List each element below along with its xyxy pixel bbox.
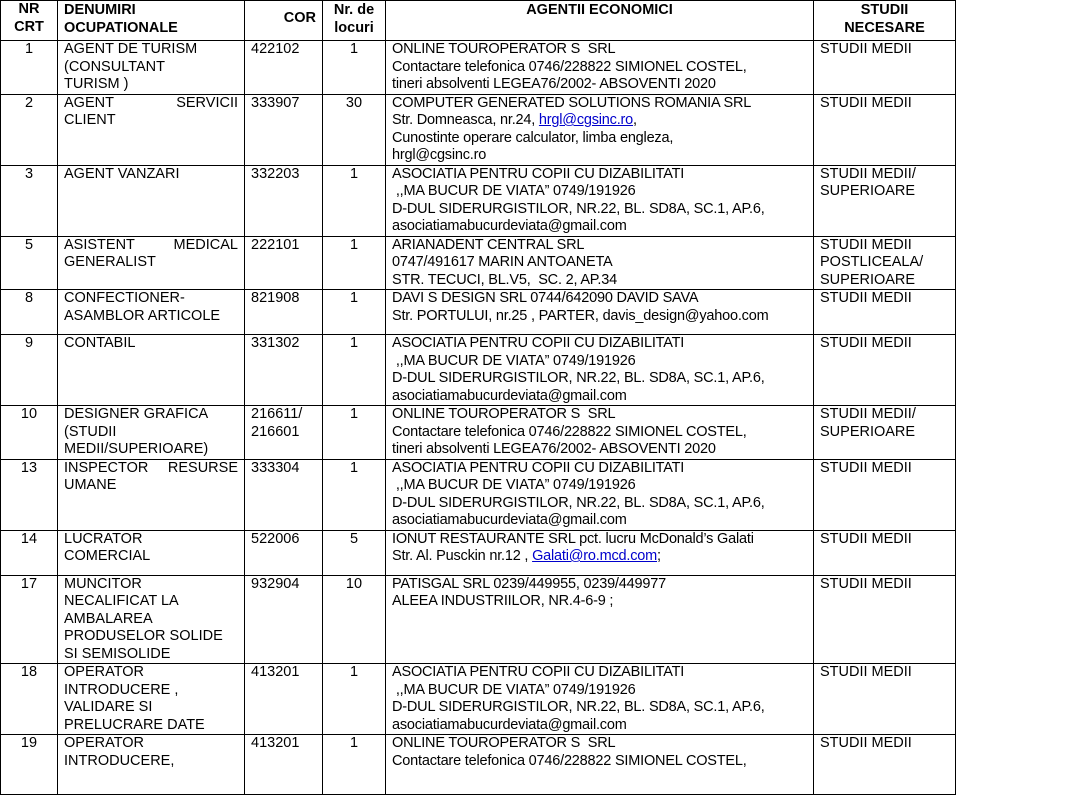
employer-line: asociatiamabucurdeviata@gmail.com <box>392 218 627 234</box>
occupation-line: DESIGNER GRAFICA <box>64 406 209 422</box>
occupation-line: CONTABIL <box>64 335 136 351</box>
employer-details <box>386 41 814 95</box>
places-count <box>323 41 386 95</box>
places-count <box>323 94 386 165</box>
row-number-text: 18 <box>20 664 38 680</box>
table-row <box>1 290 956 335</box>
cor-code-text: 222101 <box>251 236 300 253</box>
required-studies <box>814 406 956 460</box>
cor-code <box>245 165 323 236</box>
header-studii: STUDII NECESARE <box>814 1 956 41</box>
employer-details <box>386 236 814 290</box>
places-count-text: 5 <box>349 530 359 547</box>
cor-code-text: 333907 <box>251 94 300 111</box>
occupation-name <box>58 94 245 165</box>
occupation-line: (CONSULTANT <box>64 58 165 75</box>
places-count-text: 1 <box>349 290 359 306</box>
places-count <box>323 575 386 664</box>
studies-line: STUDII MEDII <box>820 41 912 57</box>
occupation-line: GENERALIST <box>64 254 156 270</box>
employer-line: IONUT RESTAURANTE SRL pct. lucru McDonald’s Galati <box>392 530 754 547</box>
cor-code <box>245 530 323 575</box>
cor-code-text: 413201 <box>251 735 300 751</box>
studies-line: STUDII MEDII <box>820 94 912 111</box>
cor-code <box>245 735 323 795</box>
places-count <box>323 165 386 236</box>
studies-line: STUDII MEDII <box>820 530 912 547</box>
email-link[interactable]: hrgl@cgsinc.ro <box>538 112 634 128</box>
row-number <box>1 530 58 575</box>
employer-details <box>386 290 814 335</box>
occupation-line: INTRODUCERE, <box>64 752 175 769</box>
row-number <box>1 94 58 165</box>
occupation-name <box>58 459 245 530</box>
employer-line: D-DUL SIDERURGISTILOR, NR.22, BL. SD8A, SC.1, AP.6, <box>392 494 765 511</box>
employer-line: Contactare telefonica 0746/228822 SIMIONEL COSTEL, <box>392 58 747 75</box>
employer-line: ,,MA BUCUR DE VIATA” 0749/191926 <box>392 352 636 369</box>
employer-line: D-DUL SIDERURGISTILOR, NR.22, BL. SD8A, SC.1, AP.6, <box>392 370 765 386</box>
email-link[interactable]: Galati@ro.mcd.com <box>532 548 658 564</box>
studies-line: STUDII MEDII <box>820 290 912 306</box>
places-count-text: 1 <box>349 165 359 182</box>
places-count-text: 1 <box>349 335 359 351</box>
occupation-line: VALIDARE SI <box>64 699 153 715</box>
employer-line: Contactare telefonica 0746/228822 SIMIONEL COSTEL, <box>392 752 747 769</box>
table-row <box>1 664 956 735</box>
row-number-text: 8 <box>24 290 34 306</box>
required-studies <box>814 664 956 735</box>
row-number <box>1 406 58 460</box>
employer-line: ONLINE TOUROPERATOR S SRL <box>392 406 616 422</box>
employer-line-text: Str. Al. Pusckin nr.12 , <box>392 548 533 564</box>
row-number-text: 5 <box>24 236 34 253</box>
places-count-text: 1 <box>349 236 359 253</box>
row-number-text: 17 <box>20 575 38 592</box>
cor-code <box>245 335 323 406</box>
employer-line: DAVI S DESIGN SRL 0744/642090 DAVID SAVA <box>392 290 699 306</box>
studies-line: STUDII MEDII <box>820 575 912 592</box>
table-row <box>1 41 956 95</box>
occupation-line: MUNCITOR <box>64 575 142 592</box>
required-studies <box>814 290 956 335</box>
employer-line: ONLINE TOUROPERATOR S SRL <box>392 41 616 57</box>
employer-line: PATISGAL SRL 0239/449955, 0239/449977 <box>392 575 666 592</box>
header-locuri: Nr. de locuri <box>323 1 386 41</box>
required-studies <box>814 459 956 530</box>
occupation-line: OPERATOR <box>64 735 145 751</box>
occupation-line: OPERATOR <box>64 664 145 680</box>
occupation-line: CONFECTIONER- <box>64 290 185 306</box>
row-number-text: 13 <box>20 459 38 476</box>
occupation-line: INTRODUCERE , <box>64 681 179 698</box>
occupation-line: SI SEMISOLIDE <box>64 645 171 662</box>
employer-line: hrgl@cgsinc.ro <box>392 147 487 163</box>
employer-details <box>386 406 814 460</box>
row-number <box>1 165 58 236</box>
employer-details <box>386 165 814 236</box>
occupation-name <box>58 41 245 95</box>
employer-line: ASOCIATIA PENTRU COPII CU DIZABILITATI <box>392 459 685 476</box>
occupation-line: NECALIFICAT LA <box>64 593 179 609</box>
header-nr: NR CRT <box>1 1 58 41</box>
employer-line: ,,MA BUCUR DE VIATA” 0749/191926 <box>392 681 636 698</box>
cor-code <box>245 664 323 735</box>
required-studies <box>814 575 956 664</box>
cor-code-text: 821908 <box>251 290 300 306</box>
table-row <box>1 459 956 530</box>
places-count <box>323 735 386 795</box>
row-number <box>1 290 58 335</box>
row-number <box>1 335 58 406</box>
cor-code-text: 216611/ 216601 <box>251 406 303 440</box>
occupation-line: INSPECTOR RESURSE <box>64 459 238 476</box>
row-number-text: 9 <box>24 335 34 351</box>
required-studies <box>814 335 956 406</box>
row-number <box>1 575 58 664</box>
table-row <box>1 406 956 460</box>
employer-line: ALEEA INDUSTRIILOR, NR.4-6-9 ; <box>392 593 614 609</box>
required-studies <box>814 41 956 95</box>
employer-line: ARIANADENT CENTRAL SRL <box>392 236 585 253</box>
employer-details <box>386 575 814 664</box>
occupation-line: MEDII/SUPERIOARE) <box>64 441 209 457</box>
studies-line: SUPERIOARE <box>820 423 916 440</box>
places-count <box>323 335 386 406</box>
employer-line: Contactare telefonica 0746/228822 SIMIONEL COSTEL, <box>392 423 747 440</box>
header-agenti: AGENTII ECONOMICI <box>386 1 814 41</box>
studies-line: STUDII MEDII <box>820 735 912 751</box>
studies-line: STUDII MEDII <box>820 664 912 680</box>
employer-line: Str. PORTULUI, nr.25 , PARTER, davis_design@yahoo.com <box>392 307 769 324</box>
table-row <box>1 165 956 236</box>
cor-code <box>245 290 323 335</box>
cor-code <box>245 459 323 530</box>
occupation-name <box>58 236 245 290</box>
row-number-text: 10 <box>20 406 38 422</box>
occupation-name <box>58 664 245 735</box>
employer-details <box>386 94 814 165</box>
cor-code-text: 332203 <box>251 165 300 182</box>
places-count-text: 30 <box>345 94 363 111</box>
row-number <box>1 459 58 530</box>
occupation-line: TURISM ) <box>64 76 129 92</box>
occupation-line: CLIENT <box>64 112 116 128</box>
table-row <box>1 575 956 664</box>
employer-details <box>386 459 814 530</box>
studies-line: POSTLICEALA/ <box>820 254 924 270</box>
required-studies <box>814 94 956 165</box>
studies-line: STUDII MEDII <box>820 335 912 351</box>
row-number-text: 14 <box>20 530 38 547</box>
employer-line: asociatiamabucurdeviata@gmail.com <box>392 512 627 528</box>
employer-line-text: , <box>633 112 637 128</box>
studies-line: STUDII MEDII <box>820 459 912 476</box>
employer-line: Cunostinte operare calculator, limba engleza, <box>392 129 674 146</box>
occupation-name <box>58 335 245 406</box>
cor-code-text: 333304 <box>251 459 300 476</box>
occupation-line: AGENT SERVICII <box>64 94 238 111</box>
places-count-text: 1 <box>349 459 359 476</box>
cor-code <box>245 94 323 165</box>
occupation-line: AGENT DE TURISM <box>64 41 198 57</box>
places-count-text: 1 <box>349 664 359 680</box>
row-number-text: 19 <box>20 735 38 751</box>
table-row <box>1 530 956 575</box>
employer-line: ASOCIATIA PENTRU COPII CU DIZABILITATI <box>392 335 685 351</box>
occupation-line: AMBALAREA <box>64 610 153 627</box>
row-number <box>1 41 58 95</box>
required-studies <box>814 530 956 575</box>
places-count <box>323 459 386 530</box>
employer-line: tineri absolventi LEGEA76/2002- ABSOVENTI 2020 <box>392 441 716 457</box>
cor-code <box>245 406 323 460</box>
studies-line: SUPERIOARE <box>820 271 916 288</box>
required-studies <box>814 735 956 795</box>
table-row <box>1 94 956 165</box>
employer-line: STR. TECUCI, BL.V5, SC. 2, AP.34 <box>392 271 617 288</box>
occupation-name <box>58 575 245 664</box>
employer-details <box>386 735 814 795</box>
employer-line: D-DUL SIDERURGISTILOR, NR.22, BL. SD8A, SC.1, AP.6, <box>392 699 765 715</box>
required-studies <box>814 236 956 290</box>
row-number <box>1 664 58 735</box>
occupation-name <box>58 530 245 575</box>
employer-line-text: ; <box>657 548 661 564</box>
studies-line: SUPERIOARE <box>820 183 916 199</box>
occupation-name <box>58 735 245 795</box>
employer-line <box>392 112 807 130</box>
row-number <box>1 735 58 795</box>
cor-code-text: 522006 <box>251 530 300 547</box>
table-body <box>1 41 956 795</box>
table-row <box>1 236 956 290</box>
occupation-line: LUCRATOR <box>64 530 143 547</box>
employer-details <box>386 335 814 406</box>
employer-line: ONLINE TOUROPERATOR S SRL <box>392 735 616 751</box>
row-number <box>1 236 58 290</box>
occupation-line: AGENT VANZARI <box>64 165 180 182</box>
occupation-line: PRODUSELOR SOLIDE <box>64 628 223 644</box>
header-cor: COR <box>245 1 323 41</box>
occupation-line: (STUDII <box>64 423 117 440</box>
table-row <box>1 735 956 795</box>
places-count-text: 10 <box>345 575 363 592</box>
places-count <box>323 236 386 290</box>
employer-line: 0747/491617 MARIN ANTOANETA <box>392 254 613 270</box>
cor-code <box>245 41 323 95</box>
employer-line: ,,MA BUCUR DE VIATA” 0749/191926 <box>392 477 636 493</box>
studies-line: STUDII MEDII <box>820 236 912 253</box>
places-count <box>323 530 386 575</box>
cor-code-text: 422102 <box>251 41 300 57</box>
employer-line: asociatiamabucurdeviata@gmail.com <box>392 387 627 404</box>
occupation-name <box>58 406 245 460</box>
occupation-line: COMERCIAL <box>64 548 151 564</box>
employer-line <box>392 548 807 566</box>
required-studies <box>814 165 956 236</box>
places-count-text: 1 <box>349 735 359 751</box>
occupation-line: UMANE <box>64 477 117 493</box>
row-number-text: 2 <box>24 94 34 111</box>
employer-line: D-DUL SIDERURGISTILOR, NR.22, BL. SD8A, SC.1, AP.6, <box>392 200 765 217</box>
row-number-text: 1 <box>24 41 34 57</box>
employer-line: ASOCIATIA PENTRU COPII CU DIZABILITATI <box>392 664 685 680</box>
places-count-text: 1 <box>349 406 359 422</box>
studies-line: STUDII MEDII/ <box>820 406 916 422</box>
occupation-name <box>58 165 245 236</box>
employer-line: COMPUTER GENERATED SOLUTIONS ROMANIA SRL <box>392 94 752 111</box>
row-number-text: 3 <box>24 165 34 182</box>
cor-code-text: 413201 <box>251 664 300 680</box>
occupation-name <box>58 290 245 335</box>
header-row <box>1 1 956 41</box>
header-denumiri: DENUMIRI OCUPATIONALE <box>58 1 245 41</box>
employer-line: asociatiamabucurdeviata@gmail.com <box>392 716 627 733</box>
cor-code <box>245 575 323 664</box>
employer-details <box>386 530 814 575</box>
places-count <box>323 290 386 335</box>
employer-details <box>386 664 814 735</box>
cor-code <box>245 236 323 290</box>
employer-line: ASOCIATIA PENTRU COPII CU DIZABILITATI <box>392 165 685 182</box>
occupation-line: ASAMBLOR ARTICOLE <box>64 307 221 324</box>
employer-line: tineri absolventi LEGEA76/2002- ABSOVENTI 2020 <box>392 76 716 92</box>
cor-code-text: 932904 <box>251 575 300 592</box>
cor-code-text: 331302 <box>251 335 300 351</box>
occupation-line: ASISTENT MEDICAL <box>64 236 238 253</box>
places-count <box>323 406 386 460</box>
places-count-text: 1 <box>349 41 359 57</box>
places-count <box>323 664 386 735</box>
employer-line-text: Str. Domneasca, nr.24, <box>392 112 539 128</box>
studies-line: STUDII MEDII/ <box>820 165 916 182</box>
employer-line: ,,MA BUCUR DE VIATA” 0749/191926 <box>392 183 636 199</box>
occupation-line: PRELUCRARE DATE <box>64 716 205 733</box>
table-row <box>1 335 956 406</box>
